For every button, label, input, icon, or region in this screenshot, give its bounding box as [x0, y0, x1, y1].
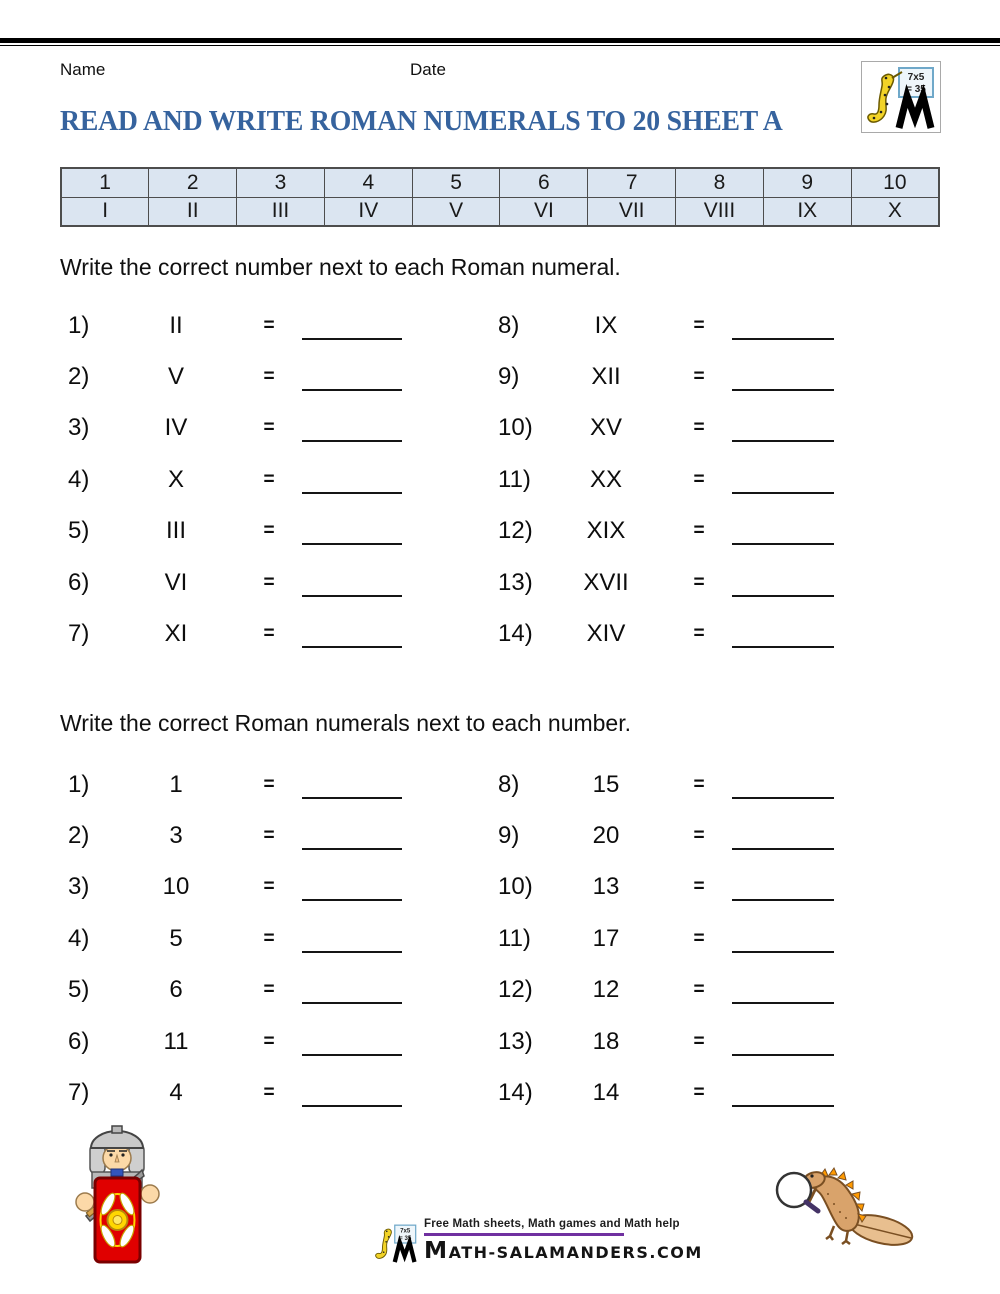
table-cell: III — [237, 197, 325, 226]
row-number-label: 3) — [68, 873, 90, 901]
table-cell: VII — [588, 197, 676, 226]
answer-blank[interactable] — [732, 848, 834, 850]
row-value: VI — [164, 568, 188, 596]
exercise-row — [490, 608, 908, 659]
row-value: 18 — [592, 1027, 620, 1055]
row-number-label: 11) — [498, 465, 531, 493]
row-number-label: 6) — [68, 1027, 90, 1055]
row-value: 17 — [592, 924, 620, 952]
table-cell: 4 — [324, 168, 412, 197]
section2-right-column — [478, 759, 908, 1119]
salamander-magnifier-icon — [768, 1142, 920, 1252]
answer-blank[interactable] — [732, 338, 834, 340]
row-number-label: 2) — [68, 363, 90, 391]
section1-right-column — [478, 300, 908, 660]
row-value: IV — [164, 414, 188, 442]
row-number-label: 7) — [68, 1079, 90, 1107]
footer-divider — [424, 1233, 624, 1236]
row-value: XX — [589, 465, 622, 493]
table-cell: 5 — [412, 168, 500, 197]
row-number-label: 11) — [498, 924, 531, 952]
row-number-label: 4) — [68, 924, 90, 952]
equals-sign: = — [693, 366, 705, 388]
equals-sign: = — [693, 927, 705, 949]
row-number-label: 9) — [498, 363, 520, 391]
equals-sign: = — [693, 468, 705, 490]
row-number-label: 10) — [498, 873, 533, 901]
equals-sign: = — [693, 623, 705, 645]
row-number-label: 8) — [498, 311, 520, 339]
row-number-label: 1) — [68, 311, 90, 339]
row-value: 11 — [163, 1027, 189, 1055]
exercise-row — [60, 810, 472, 861]
answer-blank[interactable] — [302, 543, 402, 545]
answer-blank[interactable] — [302, 848, 402, 850]
row-number-label: 14) — [498, 620, 533, 648]
exercise-row — [490, 1067, 908, 1118]
answer-blank[interactable] — [302, 797, 402, 799]
exercise-row — [490, 454, 908, 505]
exercise-row — [60, 913, 472, 964]
equals-sign: = — [693, 314, 705, 336]
equals-sign: = — [263, 314, 275, 336]
exercise-row — [490, 862, 908, 913]
exercise-row — [60, 300, 472, 351]
equals-sign: = — [693, 417, 705, 439]
table-cell: 6 — [500, 168, 588, 197]
equals-sign: = — [693, 1030, 705, 1052]
exercise-row — [60, 759, 472, 810]
answer-blank[interactable] — [302, 899, 402, 901]
exercise-row — [490, 965, 908, 1016]
row-value: XIV — [586, 620, 626, 648]
equals-sign: = — [263, 876, 275, 898]
answer-blank[interactable] — [302, 646, 402, 648]
row-value: 3 — [169, 822, 183, 850]
table-cell: 7 — [588, 168, 676, 197]
exercise-row — [490, 557, 908, 608]
row-value: 5 — [169, 924, 183, 952]
row-value: 15 — [592, 770, 620, 798]
answer-blank[interactable] — [732, 797, 834, 799]
footer-tagline: Free Math sheets, Math games and Math help — [424, 1218, 680, 1230]
answer-blank[interactable] — [732, 899, 834, 901]
exercise-row — [60, 351, 472, 402]
row-value: XVII — [583, 568, 629, 596]
answer-blank[interactable] — [732, 389, 834, 391]
equals-sign: = — [263, 773, 275, 795]
footer-logo-icon — [372, 1218, 420, 1268]
row-number-label: 9) — [498, 822, 520, 850]
equals-sign: = — [263, 1082, 275, 1104]
exercise-row — [490, 300, 908, 351]
table-cell: 8 — [676, 168, 764, 197]
exercise-row — [490, 913, 908, 964]
answer-blank[interactable] — [302, 951, 402, 953]
row-number-label: 14) — [498, 1079, 533, 1107]
svg-text:= 35: = 35 — [399, 1234, 412, 1242]
answer-blank[interactable] — [732, 646, 834, 648]
equals-sign: = — [263, 366, 275, 388]
answer-blank[interactable] — [302, 1002, 402, 1004]
equals-sign: = — [693, 773, 705, 795]
row-number-label: 12) — [498, 976, 533, 1004]
answer-blank[interactable] — [732, 951, 834, 953]
instruction-2: Write the correct Roman numerals next to each number. — [60, 710, 632, 736]
section2-left-column — [60, 759, 472, 1119]
row-number-label: 13) — [498, 568, 533, 596]
row-value: 6 — [169, 976, 183, 1004]
row-number-label: 2) — [68, 822, 90, 850]
answer-blank[interactable] — [302, 595, 402, 597]
exercise-row — [60, 1067, 472, 1118]
row-number-label: 8) — [498, 770, 520, 798]
table-cell: I — [61, 197, 149, 226]
exercise-row — [60, 403, 472, 454]
table-cell: 9 — [763, 168, 851, 197]
row-number-label: 5) — [68, 976, 90, 1004]
table-cell: II — [149, 197, 237, 226]
row-value: 4 — [169, 1079, 183, 1107]
row-number-label: 3) — [68, 414, 90, 442]
equals-sign: = — [263, 417, 275, 439]
row-value: IX — [594, 311, 618, 339]
row-number-label: 4) — [68, 465, 90, 493]
section1-left-column — [60, 300, 472, 660]
exercise-row — [490, 810, 908, 861]
equals-sign: = — [263, 825, 275, 847]
table-cell: 10 — [851, 168, 939, 197]
row-number-label: 12) — [498, 517, 533, 545]
row-value: XII — [591, 363, 621, 391]
salamander-illustration — [768, 1142, 920, 1252]
exercise-row — [490, 759, 908, 810]
roman-soldier-illustration — [62, 1122, 172, 1268]
answer-blank[interactable] — [302, 440, 402, 442]
exercise-row — [60, 454, 472, 505]
row-value: X — [167, 465, 184, 493]
row-value: XV — [589, 414, 622, 442]
table-cell: 1 — [61, 168, 149, 197]
date-label: Date — [410, 60, 446, 79]
site-logo — [861, 61, 941, 133]
table-cell: X — [851, 197, 939, 226]
exercise-row — [60, 557, 472, 608]
exercise-row — [490, 351, 908, 402]
answer-blank[interactable] — [302, 389, 402, 391]
table-cell: IV — [324, 197, 412, 226]
exercise-row — [60, 862, 472, 913]
equals-sign: = — [263, 571, 275, 593]
answer-blank[interactable] — [302, 1105, 402, 1107]
row-number-label: 13) — [498, 1027, 533, 1055]
row-number-label: 7) — [68, 620, 90, 648]
exercise-row — [490, 1016, 908, 1067]
svg-text:7x5: 7x5 — [907, 72, 925, 83]
roman-soldier-icon — [62, 1122, 172, 1268]
answer-blank[interactable] — [732, 543, 834, 545]
row-value: 14 — [592, 1079, 620, 1107]
equals-sign: = — [263, 979, 275, 1001]
m-logo-icon — [899, 96, 931, 128]
svg-text:= 35: = 35 — [906, 84, 926, 95]
table-cell: VI — [500, 197, 588, 226]
math-salamanders-logo-icon — [862, 62, 940, 132]
exercise-row — [60, 1016, 472, 1067]
row-number-label: 1) — [68, 770, 90, 798]
equals-sign: = — [693, 825, 705, 847]
worksheet-title: READ AND WRITE ROMAN NUMERALS TO 20 SHEET A — [60, 106, 783, 137]
row-number-label: 6) — [68, 568, 90, 596]
top-divider — [0, 38, 1000, 46]
row-number-label: 5) — [68, 517, 90, 545]
row-value: XI — [164, 620, 188, 648]
name-label: Name — [60, 60, 106, 79]
equals-sign: = — [263, 623, 275, 645]
equals-sign: = — [263, 520, 275, 542]
table-cell: 3 — [237, 168, 325, 197]
row-value: II — [169, 311, 183, 339]
row-value: XIX — [586, 517, 626, 545]
answer-blank[interactable] — [732, 492, 834, 494]
table-cell: 2 — [149, 168, 237, 197]
answer-blank[interactable] — [302, 338, 402, 340]
row-value: 20 — [592, 822, 620, 850]
answer-blank[interactable] — [302, 1054, 402, 1056]
footer-branding — [372, 1218, 703, 1268]
equals-sign: = — [263, 468, 275, 490]
answer-blank[interactable] — [732, 1054, 834, 1056]
answer-blank[interactable] — [302, 492, 402, 494]
equals-sign: = — [693, 876, 705, 898]
instruction-1: Write the correct number next to each Roman numeral. — [60, 254, 621, 280]
answer-blank[interactable] — [732, 440, 834, 442]
salamander-icon — [868, 72, 902, 122]
row-value: 13 — [592, 873, 620, 901]
equals-sign: = — [263, 927, 275, 949]
row-number-label: 10) — [498, 414, 533, 442]
exercise-row — [490, 506, 908, 557]
exercise-row — [60, 608, 472, 659]
equals-sign: = — [693, 571, 705, 593]
answer-blank[interactable] — [732, 1105, 834, 1107]
exercise-row — [490, 403, 908, 454]
exercise-row — [60, 965, 472, 1016]
table-cell: V — [412, 197, 500, 226]
row-value: 1 — [169, 770, 183, 798]
row-value: 12 — [592, 976, 620, 1004]
equals-sign: = — [693, 520, 705, 542]
row-value: V — [167, 363, 184, 391]
equals-sign: = — [693, 979, 705, 1001]
answer-blank[interactable] — [732, 595, 834, 597]
table-cell: IX — [763, 197, 851, 226]
answer-blank[interactable] — [732, 1002, 834, 1004]
row-value: 10 — [162, 873, 190, 901]
reference-table — [60, 167, 940, 227]
equals-sign: = — [263, 1030, 275, 1052]
footer-site-text: MATH-SALAMANDERS.COM — [424, 1237, 703, 1264]
svg-text:7x5: 7x5 — [400, 1227, 411, 1235]
exercise-row — [60, 506, 472, 557]
equals-sign: = — [693, 1082, 705, 1104]
row-value: III — [165, 517, 186, 545]
table-cell: VIII — [676, 197, 764, 226]
